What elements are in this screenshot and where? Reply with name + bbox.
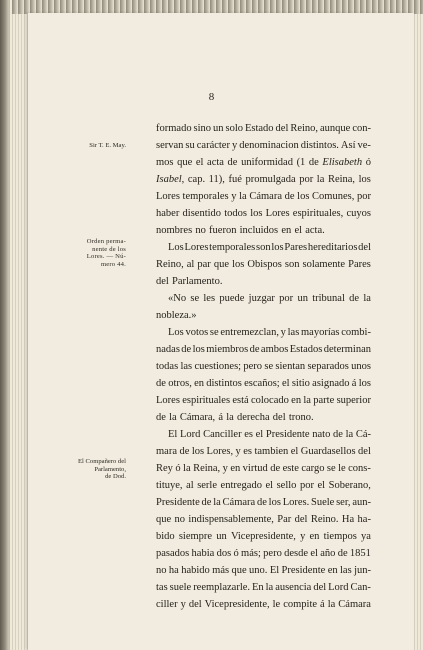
- text-line: [156, 120, 371, 137]
- word: los: [192, 344, 205, 355]
- word: ambos: [260, 344, 289, 355]
- word: Comunes,: [312, 191, 355, 202]
- word: nombres: [156, 225, 193, 236]
- word: suele: [169, 582, 192, 593]
- word: que: [213, 259, 230, 270]
- word: aunque: [320, 123, 351, 134]
- word: es: [244, 429, 253, 440]
- word: Estados: [289, 344, 323, 355]
- word: tiempos: [323, 531, 357, 542]
- word: por: [356, 191, 371, 202]
- word: otros,: [168, 378, 192, 389]
- word: disentido: [182, 208, 222, 219]
- word: cuestiones;: [194, 361, 242, 372]
- word: cons-: [348, 463, 371, 474]
- word: la: [265, 582, 274, 593]
- word: le: [338, 463, 346, 474]
- word: Soberano,: [328, 480, 371, 491]
- word: «No: [168, 293, 187, 304]
- text-line: [156, 273, 371, 290]
- word: los: [250, 208, 263, 219]
- word: de: [156, 412, 166, 423]
- word: hereditarios: [307, 242, 358, 253]
- word: habia: [191, 548, 215, 559]
- text-line: [156, 188, 371, 205]
- word: ciller: [156, 599, 178, 610]
- word: bido: [156, 531, 175, 542]
- text-line: [156, 375, 371, 392]
- word: El: [168, 429, 178, 440]
- word: se: [190, 293, 200, 304]
- word: fueron: [209, 225, 237, 236]
- word: Lores: [184, 242, 209, 253]
- word: el: [310, 548, 318, 559]
- text-line: [156, 205, 371, 222]
- text-line: [168, 426, 371, 443]
- word: mayorías: [301, 327, 340, 338]
- word: Reino.: [310, 514, 339, 525]
- word: indispensablemente,: [188, 514, 274, 525]
- word: y: [235, 446, 241, 457]
- word: de: [284, 191, 295, 202]
- word: nato: [312, 429, 331, 440]
- word: el: [281, 378, 290, 389]
- word: la: [345, 429, 354, 440]
- word: Lord: [328, 582, 349, 593]
- word: Presidente: [281, 565, 326, 576]
- word: parte: [313, 395, 335, 406]
- word: Parlamento.: [172, 276, 223, 287]
- word: Guardasellos: [300, 446, 356, 457]
- text-line: [156, 545, 371, 562]
- word: los: [268, 497, 281, 508]
- word: de: [156, 378, 166, 389]
- word: no: [156, 565, 167, 576]
- word: de: [201, 497, 212, 508]
- word: en: [281, 225, 292, 236]
- word: Reino,: [290, 123, 319, 134]
- top-page-edge: [12, 0, 423, 14]
- text-line: [156, 392, 371, 409]
- word: serle: [197, 480, 218, 491]
- word: distintos.: [300, 140, 339, 151]
- word: Reino,: [156, 259, 184, 270]
- word: tribunal: [312, 293, 345, 304]
- word: desde: [284, 548, 309, 559]
- word: en: [309, 531, 320, 542]
- word: promulgada: [245, 174, 296, 185]
- word: más;: [241, 548, 261, 559]
- word: solo: [225, 123, 244, 134]
- text-line: [156, 307, 371, 324]
- word: del: [156, 276, 169, 287]
- word: del: [358, 242, 371, 253]
- word: que: [177, 157, 193, 168]
- word: combi-: [341, 327, 371, 338]
- text-line: [156, 579, 371, 596]
- word: del: [358, 446, 371, 457]
- word: Los: [168, 242, 184, 253]
- word: temporales: [209, 242, 256, 253]
- text-line: [156, 477, 371, 494]
- word: del: [188, 599, 202, 610]
- word: á: [351, 378, 357, 389]
- margin-note-text: Orden perma- nente de los Lores. — Nú- mero 44.: [86, 238, 126, 268]
- word: mara: [156, 446, 177, 457]
- word: Cá-: [355, 429, 371, 440]
- word: Lores: [156, 191, 180, 202]
- word: ya: [361, 531, 371, 542]
- word: la: [226, 412, 234, 423]
- word: en: [194, 378, 204, 389]
- word: 11),: [208, 174, 225, 185]
- word: escaños;: [244, 378, 280, 389]
- word: sientan: [275, 361, 306, 372]
- word: Estado: [244, 123, 274, 134]
- word: Reina,: [193, 463, 221, 474]
- word: Cámara: [338, 599, 371, 610]
- word: Can-: [350, 582, 371, 593]
- word: dos: [216, 548, 232, 559]
- word: un: [297, 293, 308, 304]
- word: la: [303, 395, 311, 406]
- margin-note-may: [74, 142, 126, 149]
- word: ve-: [357, 140, 371, 151]
- word: votos: [185, 327, 209, 338]
- word: 1851: [349, 548, 371, 559]
- word: de: [227, 157, 238, 168]
- word: de: [349, 293, 360, 304]
- word: Cámara: [249, 191, 282, 202]
- word: la: [327, 599, 336, 610]
- word: Lores.: [282, 497, 310, 508]
- text-line: [156, 409, 371, 426]
- word: Cámara,: [179, 412, 216, 423]
- word: por: [279, 293, 294, 304]
- word: par: [197, 259, 211, 270]
- text-line: [156, 562, 371, 579]
- word: está: [232, 395, 249, 406]
- text-line: [156, 154, 371, 171]
- word: en: [291, 395, 302, 406]
- word: y: [300, 531, 306, 542]
- word: El: [269, 565, 280, 576]
- word: de: [308, 157, 319, 168]
- word: uno.: [249, 565, 268, 576]
- word: reemplazarle.: [193, 582, 251, 593]
- word: sitio: [291, 378, 310, 389]
- word: al: [186, 259, 195, 270]
- text-line: [156, 222, 371, 239]
- word: el: [265, 480, 274, 491]
- word: pero: [243, 361, 263, 372]
- word: tas: [156, 582, 168, 593]
- text-line: [156, 358, 371, 375]
- word: Vicepresidente,: [204, 599, 270, 610]
- word: de: [181, 344, 192, 355]
- word: nobleza.»: [156, 310, 197, 321]
- word: separados: [307, 361, 349, 372]
- word: ó: [175, 463, 181, 474]
- word: el: [294, 225, 303, 236]
- word: solamente: [302, 259, 346, 270]
- word: la: [169, 412, 177, 423]
- word: derecha: [236, 412, 270, 423]
- word: el: [195, 157, 204, 168]
- word: sino: [193, 123, 212, 134]
- word: más: [212, 565, 230, 576]
- word: son: [256, 242, 271, 253]
- word: (1: [296, 157, 306, 168]
- word: entremezclan,: [220, 327, 279, 338]
- word: Los: [168, 327, 184, 338]
- word: el: [317, 480, 326, 491]
- word: tambien: [254, 446, 289, 457]
- word: los: [358, 378, 371, 389]
- text-line: [156, 341, 371, 358]
- word: de: [256, 497, 267, 508]
- word: unos: [351, 361, 371, 372]
- word: Presidente: [156, 497, 200, 508]
- word: En: [252, 582, 264, 593]
- word: de: [249, 344, 260, 355]
- word: distintos: [206, 378, 242, 389]
- word: ha-: [357, 514, 371, 525]
- word: es: [243, 446, 252, 457]
- word: acta: [207, 157, 224, 168]
- word: espirituales: [182, 395, 231, 406]
- word: pero: [263, 548, 282, 559]
- word: puede: [219, 293, 245, 304]
- word: Cámara: [222, 497, 256, 508]
- word: entregado: [220, 480, 262, 491]
- word: nadas: [156, 344, 180, 355]
- word: en: [327, 565, 338, 576]
- word: no: [174, 514, 186, 525]
- word: asignado: [312, 378, 350, 389]
- word: jun-: [354, 565, 371, 576]
- word: Par: [277, 514, 292, 525]
- word: las: [180, 361, 193, 372]
- word: mos: [156, 157, 174, 168]
- word: de: [333, 429, 343, 440]
- word: Obispos: [247, 259, 282, 270]
- word: no: [195, 225, 206, 236]
- word: Pares: [348, 259, 371, 270]
- text-line: [156, 460, 371, 477]
- word: ha: [168, 565, 179, 576]
- word: los: [232, 259, 245, 270]
- word: acta.: [305, 225, 325, 236]
- word: en: [230, 463, 241, 474]
- word: siempre: [178, 531, 213, 542]
- margin-note-dod: [74, 451, 126, 481]
- text-line: [156, 494, 371, 511]
- word: uniformidad: [241, 157, 293, 168]
- word: se: [264, 361, 274, 372]
- text-line: [156, 443, 371, 460]
- page-number: 8: [208, 91, 215, 103]
- word: la: [183, 463, 191, 474]
- text-line: [156, 511, 371, 528]
- text-line: [168, 290, 371, 307]
- word: cargo: [301, 463, 325, 474]
- word: Lores: [156, 395, 180, 406]
- word: al: [186, 480, 194, 491]
- word: Lord: [180, 429, 201, 440]
- word: de: [270, 463, 281, 474]
- text-line: [156, 256, 371, 273]
- word: cap.: [187, 174, 206, 185]
- word: del: [272, 412, 286, 423]
- word: formado: [156, 123, 192, 134]
- word: sello: [276, 480, 297, 491]
- word: ausencia: [275, 582, 312, 593]
- word: incluidos: [239, 225, 279, 236]
- word: ó: [365, 157, 371, 168]
- word: por: [299, 174, 314, 185]
- word: temporales: [182, 191, 229, 202]
- word: colocado: [250, 395, 289, 406]
- word: los: [191, 446, 205, 457]
- word: carácter: [196, 140, 230, 151]
- word: habido: [181, 565, 210, 576]
- word: Reina,: [327, 174, 356, 185]
- word: este: [282, 463, 299, 474]
- word: la: [213, 497, 221, 508]
- word: Rey: [156, 463, 173, 474]
- word: compite: [283, 599, 318, 610]
- word: se: [326, 463, 336, 474]
- word: Lores,: [206, 446, 234, 457]
- word: Pares: [284, 242, 308, 253]
- word: á: [218, 412, 224, 423]
- word: miembros: [206, 344, 249, 355]
- word: y: [222, 463, 228, 474]
- text-line: [156, 596, 371, 613]
- word: los: [358, 174, 371, 185]
- word: año: [320, 548, 336, 559]
- word: de: [337, 548, 348, 559]
- text-line: [156, 137, 371, 154]
- word: haber: [156, 208, 180, 219]
- word: de: [179, 446, 190, 457]
- word: Ha: [341, 514, 355, 525]
- word: que: [156, 514, 172, 525]
- word: fué: [228, 174, 242, 185]
- word: tituye,: [156, 480, 183, 491]
- word: la: [239, 191, 247, 202]
- text-line: [156, 528, 371, 545]
- word: todos: [224, 208, 247, 219]
- word: ser,: [336, 497, 351, 508]
- word: Así: [340, 140, 356, 151]
- word: ó: [233, 548, 239, 559]
- word: son: [284, 259, 300, 270]
- word: el: [290, 446, 299, 457]
- word: Suele: [311, 497, 335, 508]
- word: un: [213, 123, 224, 134]
- text-line: [168, 239, 371, 256]
- word: le: [272, 599, 281, 610]
- word: espirituales,: [292, 208, 344, 219]
- word: con-: [352, 123, 371, 134]
- word: y: [180, 599, 186, 610]
- word: un: [216, 531, 227, 542]
- word: pasados: [156, 548, 190, 559]
- word: del: [294, 514, 308, 525]
- text-line: [168, 324, 371, 341]
- word: la: [363, 293, 371, 304]
- word: que: [231, 565, 247, 576]
- word: los: [297, 191, 310, 202]
- word: y: [231, 140, 238, 151]
- word: Elisabeth: [322, 157, 363, 168]
- margin-note-text: Sir T. E. May.: [89, 142, 126, 149]
- word: Lores: [265, 208, 290, 219]
- word: las: [287, 327, 300, 338]
- word: superior: [336, 395, 371, 406]
- word: Vicepresidente,: [230, 531, 296, 542]
- word: juzgar: [248, 293, 275, 304]
- margin-note-text: El Compañero del Parlamento, de Dod.: [78, 458, 126, 481]
- word: del: [275, 123, 289, 134]
- word: aun-: [352, 497, 371, 508]
- word: todas: [156, 361, 179, 372]
- word: les: [203, 293, 216, 304]
- word: á: [320, 599, 325, 610]
- word: Canciller: [203, 429, 242, 440]
- word: Presidente: [265, 429, 310, 440]
- word: la: [316, 174, 325, 185]
- word: virtud: [242, 463, 268, 474]
- word: del: [313, 582, 327, 593]
- word: los: [271, 242, 284, 253]
- word: y: [231, 191, 237, 202]
- word: denominacion: [239, 140, 299, 151]
- word: servan: [156, 140, 184, 151]
- word: cuyos: [346, 208, 371, 219]
- word: por: [299, 480, 314, 491]
- word: Isabel,: [156, 174, 185, 185]
- text-line: [156, 171, 371, 188]
- word: su: [185, 140, 195, 151]
- word: trono.: [288, 412, 314, 423]
- word: las: [340, 565, 352, 576]
- word: se: [209, 327, 219, 338]
- word: determinan: [323, 344, 371, 355]
- margin-note-orden: [74, 231, 126, 268]
- word: y: [280, 327, 286, 338]
- word: el: [255, 429, 264, 440]
